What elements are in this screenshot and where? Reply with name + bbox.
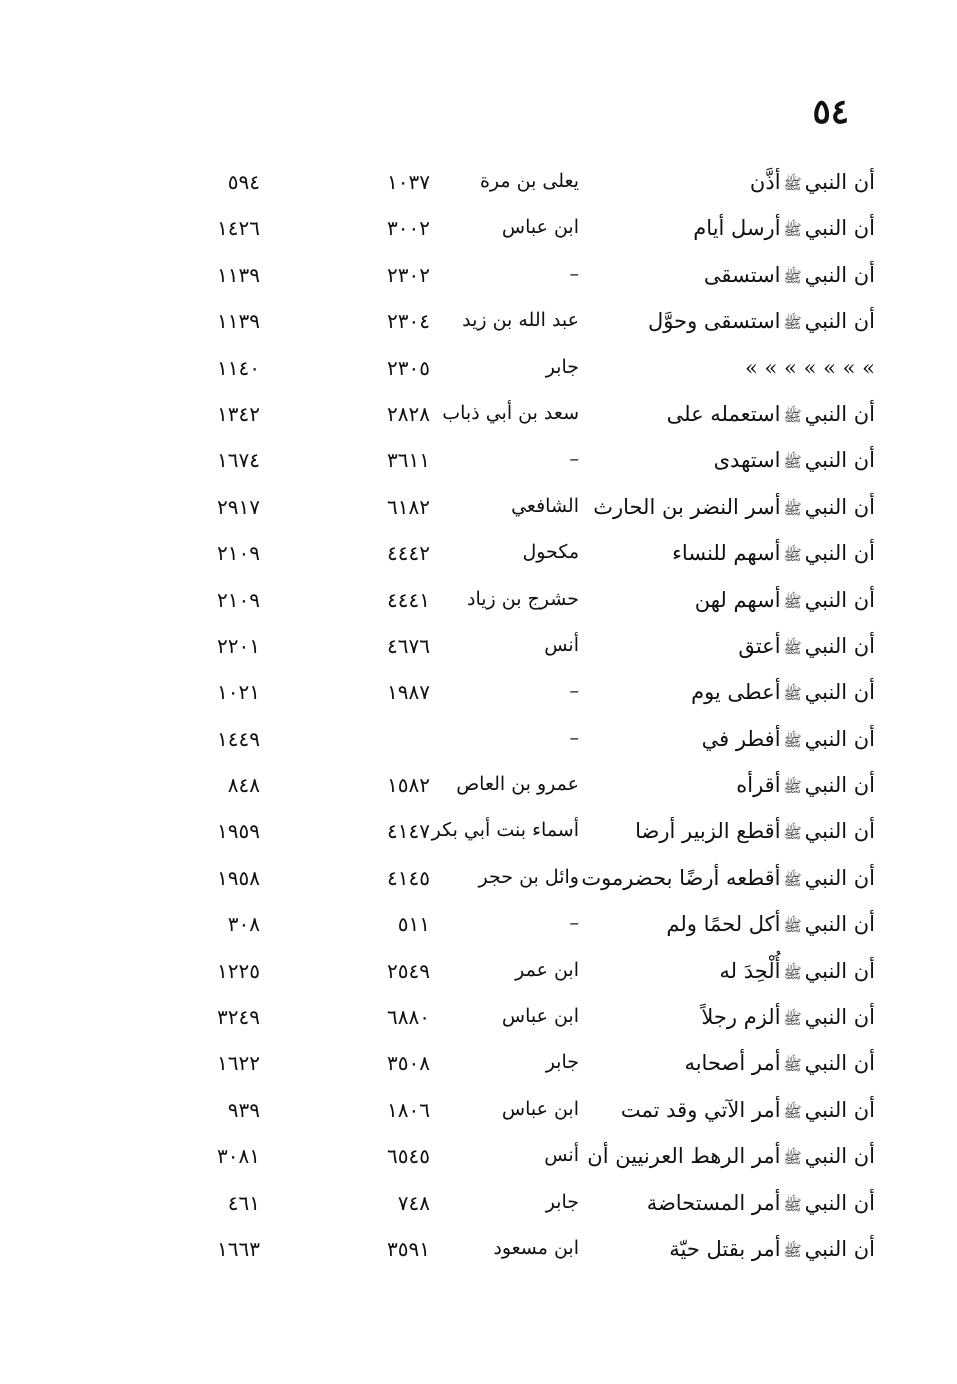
reference-number-2: ١١٣٩ (217, 262, 260, 287)
hadith-prefix: أن النبي (804, 680, 875, 705)
index-row (0, 255, 957, 301)
index-row (0, 162, 957, 208)
narrator: أسماء بنت أبي بكر (431, 819, 579, 842)
reference-number-2: ٢٩١٧ (217, 494, 260, 519)
page-number: ٥٤ (812, 92, 849, 132)
narrator: جابر (545, 355, 579, 378)
salawat-mark: ﷺ (783, 963, 802, 982)
reference-number-2: ١٢٢٥ (217, 958, 260, 983)
reference-number-1: ٣٥٩١ (387, 1236, 430, 1261)
salawat-mark: ﷺ (783, 406, 802, 425)
index-row (0, 1136, 957, 1182)
reference-number-1: ٤١٤٧ (387, 819, 430, 844)
narrator: عبد الله بن زيد (462, 309, 579, 332)
reference-number-1: ٤١٤٥ (387, 865, 430, 890)
salawat-mark: ﷺ (783, 778, 802, 797)
hadith-rest: أمر المستحاضة (646, 1190, 781, 1215)
salawat-mark: ﷺ (783, 1195, 802, 1214)
narrator: أنس (544, 633, 579, 656)
hadith-prefix: أن النبي (804, 401, 875, 426)
index-row (0, 208, 957, 254)
index-row (0, 904, 957, 950)
hadith-text (695, 588, 875, 615)
salawat-mark: ﷺ (783, 499, 802, 518)
reference-number-2: ١١٣٩ (217, 309, 260, 334)
hadith-index-table (0, 162, 957, 1275)
salawat-mark: ﷺ (783, 1241, 802, 1260)
hadith-rest: أمر بقتل حيّة (669, 1236, 781, 1261)
hadith-text (702, 727, 875, 754)
reference-number-1: ١٠٣٧ (387, 170, 430, 194)
hadith-rest: أمر الرهط العرنيين أن (587, 1144, 781, 1169)
narrator: ابن عباس (501, 1097, 579, 1120)
hadith-prefix: أن النبي (804, 541, 875, 566)
index-row (0, 487, 957, 533)
narrator: مكحول (522, 541, 579, 564)
hadith-text (648, 309, 875, 336)
hadith-rest: أمر أصحابه (684, 1051, 781, 1076)
salawat-mark: ﷺ (783, 917, 802, 936)
index-row (0, 301, 957, 347)
hadith-text (587, 1144, 875, 1171)
hadith-text (704, 263, 875, 290)
reference-number-2: ٣٠٨ (227, 912, 260, 937)
salawat-mark: ﷺ (783, 221, 802, 240)
hadith-prefix: أن النبي (804, 819, 875, 844)
reference-number-1: ٤٤٤١ (387, 587, 430, 612)
hadith-prefix: أن النبي (804, 633, 875, 658)
hadith-prefix: أن النبي (804, 726, 875, 751)
index-row (0, 394, 957, 440)
reference-number-1: ١٨٠٦ (387, 1097, 430, 1122)
hadith-prefix: أن النبي (804, 1236, 875, 1261)
reference-number-2: ٤٦١ (227, 1190, 260, 1215)
hadith-text (581, 866, 875, 893)
reference-number-2: ٥٩٤ (227, 170, 260, 194)
salawat-mark: ﷺ (783, 1149, 802, 1168)
hadith-rest: أكل لحمًا ولم (666, 912, 781, 937)
hadith-rest: أقطعه أرضًا بحضرموت (581, 865, 781, 890)
narrator: يعلى بن مرة (479, 170, 579, 192)
index-row (0, 626, 957, 672)
hadith-text (684, 1051, 875, 1078)
reference-number-2: ٢١٠٩ (217, 541, 260, 566)
narrator: عمرو بن العاص (456, 773, 579, 796)
hadith-prefix: أن النبي (804, 865, 875, 890)
hadith-prefix: » » » » » » » (745, 355, 875, 380)
narrator: حشرج بن زياد (467, 587, 579, 610)
hadith-prefix: أن النبي (804, 262, 875, 287)
hadith-text (666, 912, 875, 939)
hadith-text (621, 1098, 875, 1125)
index-row (0, 997, 957, 1043)
hadith-rest: أسهم لهن (694, 587, 781, 612)
reference-number-1: ١٩٨٧ (387, 680, 430, 705)
hadith-rest: استسقى وحوَّل (647, 309, 781, 334)
hadith-rest: أفطر في (701, 726, 781, 751)
hadith-rest: أذَّن (749, 170, 781, 194)
salawat-mark: ﷺ (783, 592, 802, 611)
salawat-mark: ﷺ (783, 870, 802, 889)
index-row (0, 858, 957, 904)
index-row (0, 811, 957, 857)
reference-number-1: ٤٦٧٦ (387, 633, 430, 658)
hadith-rest: استسقى (703, 262, 781, 287)
narrator: ابن عباس (501, 1005, 579, 1028)
salawat-mark: ﷺ (783, 638, 802, 657)
hadith-text (593, 495, 875, 522)
hadith-text (635, 819, 875, 846)
reference-number-2: ٩٣٩ (227, 1097, 260, 1122)
reference-number-2: ٨٤٨ (227, 773, 260, 798)
hadith-rest: أقرأه (736, 773, 781, 798)
hadith-rest: استهدى (713, 448, 781, 473)
hadith-text (693, 216, 875, 243)
reference-number-1: ٢٣٠٤ (387, 309, 430, 334)
reference-number-2: ١٩٥٩ (217, 819, 260, 844)
reference-number-1: ٥١١ (397, 912, 430, 937)
reference-number-2: ٢١٠٩ (217, 587, 260, 612)
reference-number-2: ٣٢٤٩ (217, 1005, 260, 1030)
index-row (0, 1043, 957, 1089)
index-row (0, 672, 957, 718)
hadith-prefix: أن النبي (804, 773, 875, 798)
index-row (0, 1229, 957, 1275)
salawat-mark: ﷺ (783, 731, 802, 750)
index-row (0, 533, 957, 579)
reference-number-2: ١٦٦٣ (217, 1236, 260, 1261)
salawat-mark: ﷺ (783, 453, 802, 472)
salawat-mark: ﷺ (783, 1102, 802, 1121)
hadith-prefix: أن النبي (804, 912, 875, 937)
reference-number-1: ١٥٨٢ (387, 773, 430, 798)
hadith-rest: أرسل أيام (693, 216, 781, 241)
hadith-text (691, 680, 875, 707)
reference-number-1: ٢٣٠٥ (387, 355, 430, 380)
hadith-prefix: أن النبي (804, 1097, 875, 1122)
hadith-rest: أعطى يوم (691, 680, 781, 705)
salawat-mark: ﷺ (783, 685, 802, 704)
hadith-text (750, 170, 875, 197)
reference-number-1: ٣٥٠٨ (387, 1051, 430, 1076)
hadith-text (667, 402, 875, 429)
hadith-rest: أسهم للنساء (672, 541, 781, 566)
narrator: الشافعي (511, 494, 579, 517)
hadith-prefix: أن النبي (804, 170, 875, 194)
hadith-text (701, 1005, 875, 1032)
reference-number-2: ١٩٥٨ (217, 865, 260, 890)
reference-number-1: ٦١٨٢ (387, 494, 430, 519)
hadith-text (745, 356, 875, 380)
reference-number-1: ٦٥٤٥ (387, 1144, 430, 1169)
salawat-mark: ﷺ (783, 1010, 802, 1029)
hadith-rest: أعتق (738, 633, 781, 658)
hadith-prefix: أن النبي (804, 958, 875, 983)
reference-number-1: ٣٠٠٢ (387, 216, 430, 241)
narrator: جابر (545, 1190, 579, 1213)
hadith-text (669, 1237, 875, 1264)
hadith-prefix: أن النبي (804, 587, 875, 612)
narrator: وائل بن حجر (478, 865, 579, 888)
hadith-text (714, 448, 875, 475)
narrator: – (569, 680, 579, 703)
index-row (0, 440, 957, 486)
reference-number-1: ٤٤٤٢ (387, 541, 430, 566)
narrator: ابن عباس (501, 216, 579, 239)
hadith-prefix: أن النبي (804, 309, 875, 334)
hadith-rest: أمر الآتي وقد تمت (620, 1097, 781, 1122)
narrator: – (569, 726, 579, 749)
reference-number-1: ٧٤٨ (397, 1190, 430, 1215)
hadith-rest: أُلْحِدَ له (719, 958, 781, 983)
reference-number-2: ٢٢٠١ (217, 633, 260, 658)
hadith-rest: ألزم رجلاً (701, 1005, 781, 1030)
hadith-prefix: أن النبي (804, 494, 875, 519)
reference-number-1: ٢٥٤٩ (387, 958, 430, 983)
narrator: سعد بن أبي ذباب (442, 401, 579, 424)
index-row (0, 719, 957, 765)
narrator: أنس (544, 1144, 579, 1167)
reference-number-2: ١٦٧٤ (217, 448, 260, 473)
salawat-mark: ﷺ (783, 267, 802, 286)
reference-number-2: ١٣٤٢ (217, 401, 260, 426)
index-row (0, 951, 957, 997)
reference-number-2: ١٠٢١ (217, 680, 260, 705)
hadith-text (719, 959, 875, 986)
hadith-prefix: أن النبي (804, 216, 875, 241)
narrator: – (569, 912, 579, 935)
reference-number-2: ١٦٢٢ (217, 1051, 260, 1076)
index-row (0, 580, 957, 626)
reference-number-1: ٦٨٨٠ (387, 1005, 430, 1030)
hadith-prefix: أن النبي (804, 1144, 875, 1169)
hadith-rest: أسر النضر بن الحارث (593, 494, 781, 519)
salawat-mark: ﷺ (783, 546, 802, 565)
reference-number-2: ١١٤٠ (217, 355, 260, 380)
index-row (0, 1090, 957, 1136)
reference-number-2: ١٤٢٦ (217, 216, 260, 241)
hadith-text (672, 541, 875, 568)
reference-number-2: ١٤٤٩ (217, 726, 260, 751)
hadith-prefix: أن النبي (804, 1051, 875, 1076)
narrator: ابن عمر (515, 958, 579, 981)
salawat-mark: ﷺ (783, 824, 802, 843)
index-row (0, 1183, 957, 1229)
narrator: – (569, 448, 579, 471)
narrator: – (569, 262, 579, 285)
narrator: جابر (545, 1051, 579, 1074)
hadith-prefix: أن النبي (804, 1190, 875, 1215)
index-row (0, 765, 957, 811)
salawat-mark: ﷺ (783, 1056, 802, 1075)
salawat-mark: ﷺ (783, 175, 802, 193)
hadith-text (738, 634, 875, 661)
reference-number-2: ٣٠٨١ (217, 1144, 260, 1169)
narrator: ابن مسعود (493, 1236, 579, 1259)
hadith-text (736, 773, 875, 800)
hadith-prefix: أن النبي (804, 448, 875, 473)
index-row (0, 348, 957, 394)
reference-number-1: ٢٨٢٨ (387, 401, 430, 426)
reference-number-1: ٢٣٠٢ (387, 262, 430, 287)
hadith-text (647, 1191, 875, 1218)
hadith-rest: أقطع الزبير أرضا (635, 819, 781, 844)
salawat-mark: ﷺ (783, 314, 802, 333)
hadith-prefix: أن النبي (804, 1005, 875, 1030)
hadith-rest: استعمله على (666, 401, 781, 426)
reference-number-1: ٣٦١١ (387, 448, 430, 473)
